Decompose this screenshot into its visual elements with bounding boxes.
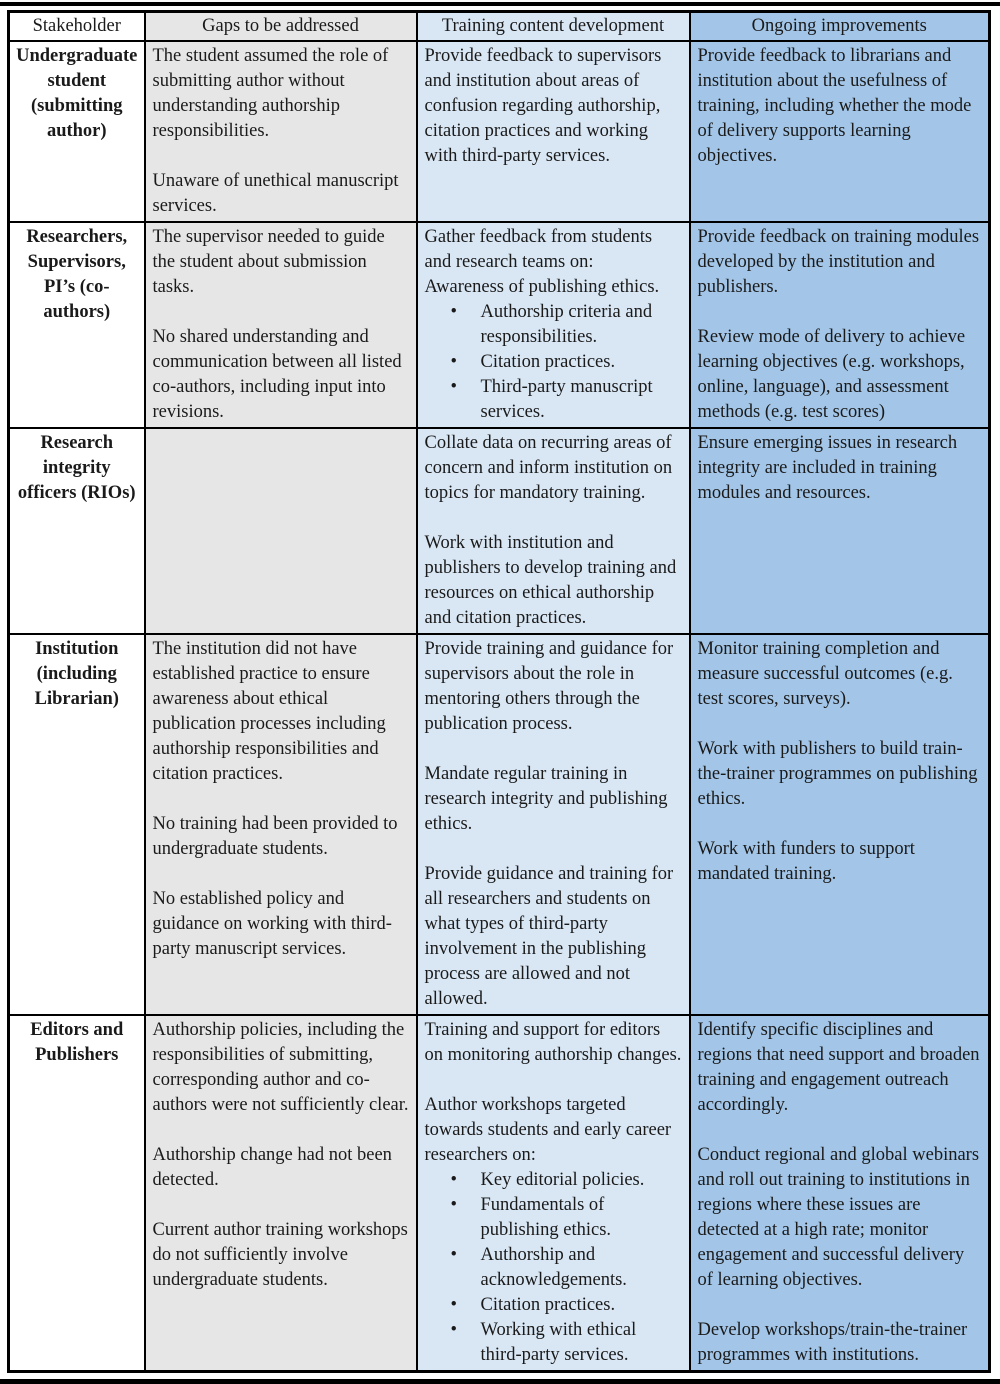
- table-row: [9, 428, 990, 634]
- paragraph: The supervisor needed to guide the student about submission tasks.: [152, 227, 385, 297]
- table-row: [9, 222, 990, 428]
- paragraph: Gather feedback from students and research teams on:: [424, 227, 653, 272]
- bullet-item: • Third-party manuscript services.: [425, 375, 682, 425]
- table-header-row: [9, 12, 990, 42]
- stakeholder-table: [7, 10, 991, 1373]
- paragraph: No shared understanding and communication between all listed co-authors, including input into revisions.: [152, 327, 402, 422]
- stakeholder-cell: Research integrity officers (RIOs): [9, 428, 145, 634]
- paragraph: Work with funders to support mandated training.: [697, 839, 915, 884]
- paragraph: The institution did not have established practice to ensure awareness about ethical publication processes including authorship responsibilities and citation practices.: [152, 639, 386, 784]
- paragraph: Provide feedback to supervisors and institution about areas of confusion regarding authorship, citation practices and working with third-party services.: [424, 46, 662, 166]
- paragraph-spacer: [698, 1118, 982, 1143]
- header-ongoing: Ongoing improvements: [690, 12, 990, 42]
- stakeholder-cell: Researchers, Supervisors, PI’s (co-authors): [9, 222, 145, 428]
- paragraph-spacer: [698, 1293, 982, 1318]
- paragraph: Training and support for editors on monitoring authorship changes.: [424, 1020, 682, 1065]
- bullet-item: • Authorship and acknowledgements.: [425, 1243, 682, 1293]
- paragraph-spacer: [153, 1193, 409, 1218]
- bullet-item: • Citation practices.: [425, 350, 682, 375]
- header-training: Training content development: [417, 12, 690, 42]
- paragraph-spacer: [698, 812, 982, 837]
- paragraph-spacer: [425, 506, 682, 531]
- paragraph-spacer: [153, 787, 409, 812]
- paragraph: Ensure emerging issues in research integrity are included in training modules and resources.: [697, 433, 958, 503]
- ongoing-cell: [690, 634, 990, 1015]
- bullet-item: • Citation practices.: [425, 1293, 682, 1318]
- paragraph-spacer: [425, 837, 682, 862]
- paragraph: Provide guidance and training for all researchers and students on what types of third-party involvement in the publishing process are allowed and not allowed.: [424, 864, 674, 1009]
- stakeholder-cell: Undergraduate student (submitting author): [9, 41, 145, 222]
- paragraph-spacer: [153, 862, 409, 887]
- paragraph-spacer: [153, 1118, 409, 1143]
- training-cell: [417, 634, 690, 1015]
- bullet-list: [425, 300, 682, 425]
- paragraph-spacer: [425, 1068, 682, 1093]
- paragraph: Provide feedback on training modules developed by the institution and publishers.: [697, 227, 980, 297]
- header-stakeholder: Stakeholder: [9, 12, 145, 42]
- paragraph-spacer: [153, 144, 409, 169]
- top-rule: [0, 2, 1000, 6]
- paragraph: No training had been provided to undergraduate students.: [152, 814, 398, 859]
- bullet-item: • Authorship criteria and responsibilities.: [425, 300, 682, 350]
- bullet-item: • Fundamentals of publishing ethics.: [425, 1193, 682, 1243]
- gaps-cell: [145, 222, 417, 428]
- paragraph-spacer: [425, 737, 682, 762]
- paragraph: Mandate regular training in research integrity and publishing ethics.: [424, 764, 668, 834]
- table-row: [9, 1015, 990, 1372]
- ongoing-cell: [690, 428, 990, 634]
- paragraph: No established policy and guidance on working with third-party manuscript services.: [152, 889, 392, 959]
- ongoing-cell: [690, 41, 990, 222]
- stakeholder-cell: Institution (including Librarian): [9, 634, 145, 1015]
- paragraph: Collate data on recurring areas of concern and inform institution on topics for mandatory training.: [424, 433, 673, 503]
- ongoing-cell: [690, 1015, 990, 1372]
- bullet-list: [425, 1168, 682, 1368]
- paragraph: Work with publishers to build train-the-trainer programmes on publishing ethics.: [697, 739, 978, 809]
- paragraph: Monitor training completion and measure successful outcomes (e.g. test scores, surveys).: [697, 639, 953, 709]
- paragraph-spacer: [698, 712, 982, 737]
- paragraph: Awareness of publishing ethics.: [424, 277, 660, 297]
- paragraph: Work with institution and publishers to develop training and resources on ethical authorship and citation practices.: [424, 533, 677, 628]
- paragraph: Provide feedback to librarians and institution about the usefulness of training, including whether the mode of delivery supports learning objectives.: [697, 46, 972, 166]
- gaps-cell: [145, 41, 417, 222]
- paragraph: Conduct regional and global webinars and roll out training to institutions in regions where these issues are detected at a high rate; monitor engagement and successful delivery of learning objectives.: [697, 1145, 980, 1290]
- paragraph: Unaware of unethical manuscript services.: [152, 171, 399, 216]
- bullet-item: • Key editorial policies.: [425, 1168, 682, 1193]
- bullet-item: • Working with ethical third-party services.: [425, 1318, 682, 1368]
- paragraph: The student assumed the role of submitting author without understanding authorship responsibilities.: [152, 46, 389, 141]
- paragraph: Authorship policies, including the responsibilities of submitting, corresponding author and co-authors were not sufficiently clear.: [152, 1020, 409, 1115]
- header-gaps: Gaps to be addressed: [145, 12, 417, 42]
- gaps-cell: [145, 1015, 417, 1372]
- paragraph: Author workshops targeted towards students and early career researchers on:: [424, 1095, 672, 1165]
- gaps-cell: [145, 428, 417, 634]
- training-cell: [417, 41, 690, 222]
- table-body: [9, 41, 990, 1372]
- table-row: [9, 634, 990, 1015]
- paragraph-spacer: [153, 300, 409, 325]
- stakeholder-cell: Editors and Publishers: [9, 1015, 145, 1372]
- paragraph: Develop workshops/train-the-trainer programmes with institutions.: [697, 1320, 968, 1365]
- training-cell: [417, 428, 690, 634]
- bottom-rule: [0, 1379, 1000, 1384]
- ongoing-cell: [690, 222, 990, 428]
- paragraph: Current author training workshops do not sufficiently involve undergraduate students.: [152, 1220, 408, 1290]
- gaps-cell: [145, 634, 417, 1015]
- paragraph-spacer: [698, 300, 982, 325]
- training-cell: [417, 222, 690, 428]
- paragraph: Review mode of delivery to achieve learning objectives (e.g. workshops, online, language), and assessment methods (e.g. test scores): [697, 327, 966, 422]
- paragraph: Identify specific disciplines and regions that need support and broaden training and engagement outreach accordingly.: [697, 1020, 980, 1115]
- paragraph: Provide training and guidance for supervisors about the role in mentoring others through the publication process.: [424, 639, 674, 734]
- training-cell: [417, 1015, 690, 1372]
- table-row: [9, 41, 990, 222]
- paragraph: Authorship change had not been detected.: [152, 1145, 392, 1190]
